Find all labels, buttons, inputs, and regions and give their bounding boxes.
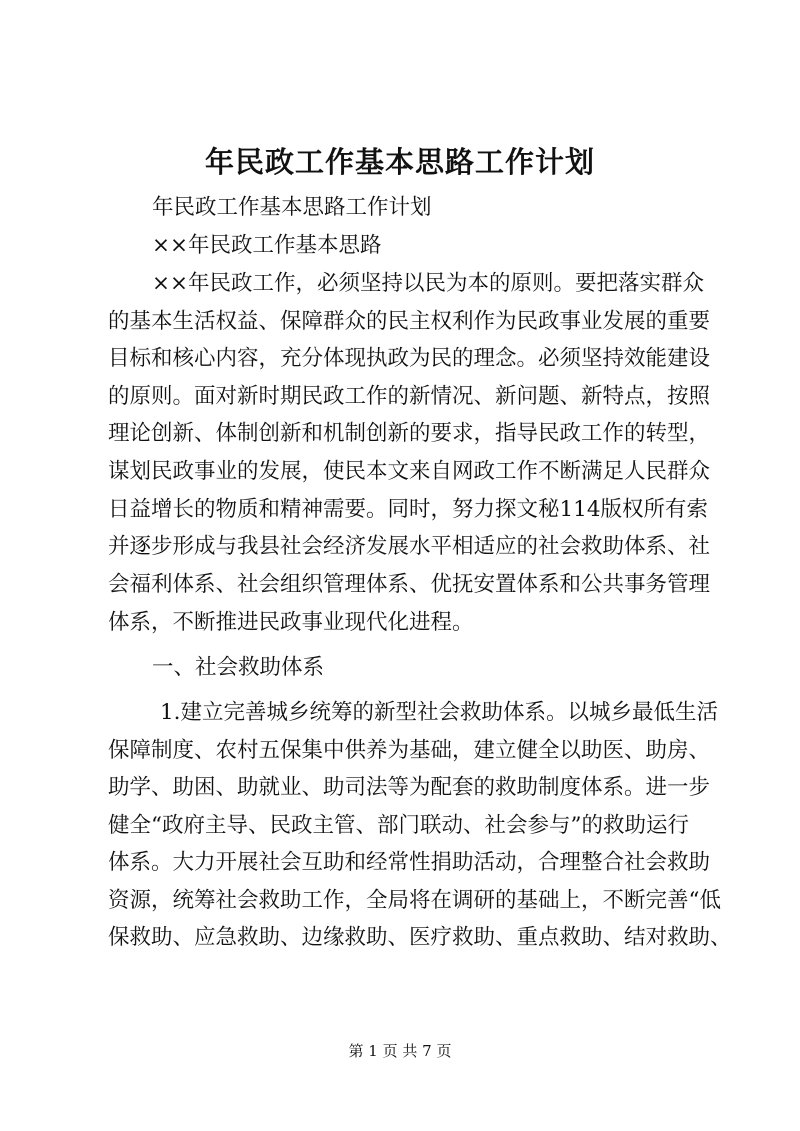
paragraph-line: 谋划民政事业的发展，使民本文来自网政工作不断满足人民群众 [108, 459, 711, 484]
paragraph-line: 助学、助困、助就业、助司法等为配套的救助制度体系。进一步 [108, 775, 711, 800]
paragraph-line: 日益增长的物质和精神需要。同时，努力探文秘114版权所有索 [108, 497, 709, 522]
paragraph-line: 的基本生活权益、保障群众的民主权利作为民政事业发展的重要 [108, 309, 711, 334]
paragraph-line: 体系，不断推进民政事业现代化进程。 [108, 610, 474, 635]
paragraph-line: 资源，统筹社会救助工作，全局将在调研的基础上，不断完善“低 [108, 888, 721, 913]
document-title: 年民政工作基本思路工作计划 [204, 145, 595, 179]
page-number-footer: 第 1 页 共 7 页 [348, 1042, 452, 1060]
subtitle-line: 年民政工作基本思路工作计划 [152, 195, 432, 220]
paragraph-line: 保障制度、农村五保集中供养为基础，建立健全以助医、助房、 [108, 738, 711, 763]
paragraph-line: 1.建立完善城乡统筹的新型社会救助体系。以城乡最低生活 [160, 700, 719, 725]
section-heading: 一、社会救助体系 [152, 655, 325, 680]
paragraph-line: 会福利体系、社会组织管理体系、优抚安置体系和公共事务管理 [108, 572, 711, 597]
paragraph-line: 体系。大力开展社会互助和经常性捐助活动，合理整合社会救助 [108, 850, 711, 875]
section-heading: ××年民政工作基本思路 [152, 233, 382, 258]
paragraph-line: ××年民政工作，必须坚持以民为本的原则。要把落实群众 [152, 271, 705, 296]
paragraph-line: 理论创新、体制创新和机制创新的要求，指导民政工作的转型， [108, 421, 711, 446]
paragraph-line: 健全“政府主导、民政主管、部门联动、社会参与”的救助运行 [108, 813, 689, 838]
paragraph-line: 保救助、应急救助、边缘救助、医疗救助、重点救助、结对救助、 [108, 925, 732, 950]
paragraph-line: 的原则。面对新时期民政工作的新情况、新问题、新特点，按照 [108, 384, 711, 409]
paragraph-line: 并逐步形成与我县社会经济发展水平相适应的社会救助体系、社 [108, 534, 711, 559]
paragraph-line: 目标和核心内容，充分体现执政为民的理念。必须坚持效能建设 [108, 346, 711, 371]
